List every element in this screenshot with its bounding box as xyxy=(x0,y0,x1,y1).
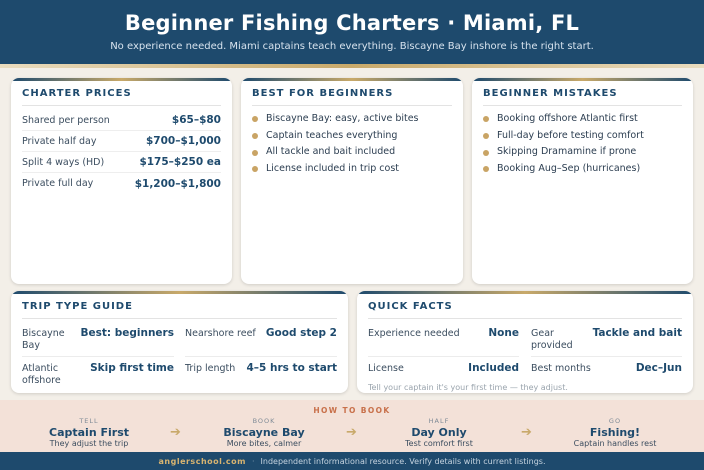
price-row xyxy=(22,152,221,173)
trip-cell xyxy=(185,323,337,357)
book-step xyxy=(369,417,509,448)
fact-key: Gear provided xyxy=(531,328,573,351)
step-heading: Day Only xyxy=(411,426,467,439)
trip-value: 4–5 hrs to start xyxy=(246,362,337,374)
step-tag: BOOK xyxy=(252,417,276,425)
charter-prices-title: CHARTER PRICES xyxy=(22,88,221,106)
fact-cell xyxy=(368,323,519,357)
list-item-text: Captain teaches everything xyxy=(266,129,398,141)
book-step xyxy=(545,417,685,448)
step-caption: More bites, calmer xyxy=(226,439,302,448)
fact-key: Best months xyxy=(531,363,591,374)
best-for-beginners-card xyxy=(241,78,463,284)
list-item xyxy=(252,111,455,128)
list-item xyxy=(483,161,685,178)
quick-facts-title: QUICK FACTS xyxy=(368,301,682,319)
trip-key: Biscayne Bay xyxy=(22,328,65,351)
beginner-mistakes-title: BEGINNER MISTAKES xyxy=(483,88,682,106)
price-value: $175–$250 ea xyxy=(139,156,221,168)
list-item xyxy=(483,144,685,161)
bullet-dot-icon xyxy=(483,116,489,122)
step-heading: Captain First xyxy=(49,426,129,439)
footer-disclaimer: Independent informational resource. Verify details with current listings. xyxy=(260,456,546,466)
header-divider xyxy=(0,64,704,68)
fact-value: Included xyxy=(468,362,519,374)
step-caption: They adjust the trip xyxy=(49,439,129,448)
step-tag: HALF xyxy=(428,417,450,425)
trip-cell xyxy=(22,358,174,392)
bullet-dot-icon xyxy=(252,150,258,156)
list-item-text: Booking offshore Atlantic first xyxy=(497,113,638,124)
bullet-dot-icon xyxy=(252,116,258,122)
arrow-right-icon: ➔ xyxy=(346,425,357,440)
fact-cell xyxy=(531,323,682,357)
trip-value: Skip first time xyxy=(90,362,174,374)
book-step xyxy=(194,417,334,448)
facts-note: Tell your captain it's your first time — they adjust. xyxy=(368,383,568,392)
fact-key: License xyxy=(368,363,404,374)
price-label: Shared per person xyxy=(22,114,110,126)
list-item-text: All tackle and bait included xyxy=(266,146,396,158)
step-caption: Test comfort first xyxy=(405,439,473,448)
trip-type-guide-title: TRIP TYPE GUIDE xyxy=(22,301,337,319)
quick-facts-card xyxy=(357,291,693,393)
price-row xyxy=(22,110,221,131)
trip-cell xyxy=(22,323,174,357)
beginner-mistakes-card xyxy=(472,78,693,284)
list-item-text: Booking Aug–Sep (hurricanes) xyxy=(497,163,641,175)
step-tag: GO xyxy=(608,417,622,425)
price-row xyxy=(22,173,221,194)
bullet-dot-icon xyxy=(252,166,258,172)
step-tag: TELL xyxy=(79,417,99,425)
trip-key: Atlantic offshore xyxy=(22,363,61,386)
list-item xyxy=(483,128,685,145)
best-for-beginners-title: BEST FOR BEGINNERS xyxy=(252,88,452,106)
list-item-text: License included in trip cost xyxy=(266,163,400,175)
best-list xyxy=(252,111,455,178)
price-label: Private full day xyxy=(22,178,94,189)
arrow-right-icon: ➔ xyxy=(521,425,532,440)
trip-key: Nearshore reef xyxy=(185,328,256,339)
list-item xyxy=(252,128,455,145)
list-item xyxy=(252,161,455,178)
arrow-right-icon: ➔ xyxy=(170,425,181,440)
price-label: Split 4 ways (HD) xyxy=(22,156,105,168)
bullet-dot-icon xyxy=(483,133,489,139)
page-footer xyxy=(0,452,704,470)
list-item-text: Full-day before testing comfort xyxy=(497,129,644,141)
how-to-book-section xyxy=(0,400,704,452)
step-heading: Fishing! xyxy=(589,426,641,439)
bullet-dot-icon xyxy=(483,150,489,156)
price-value: $700–$1,000 xyxy=(146,135,221,147)
fact-value: None xyxy=(488,327,519,339)
book-step xyxy=(19,417,159,448)
list-item xyxy=(483,111,685,128)
step-caption: Captain handles rest xyxy=(573,439,657,448)
trip-value: Best: beginners xyxy=(80,327,174,339)
list-item-text: Skipping Dramamine if prone xyxy=(497,146,637,158)
step-heading: Biscayne Bay xyxy=(223,426,305,439)
price-label: Private half day xyxy=(22,135,97,147)
charter-prices-card xyxy=(11,78,232,284)
fact-value: Dec–Jun xyxy=(635,362,682,374)
footer-separator: · xyxy=(251,456,255,466)
price-value: $1,200–$1,800 xyxy=(134,177,221,190)
bullet-dot-icon xyxy=(252,133,258,139)
bullet-dot-icon xyxy=(483,166,489,172)
trip-cell xyxy=(185,358,337,392)
fact-key: Experience needed xyxy=(368,328,460,339)
page-header xyxy=(0,0,704,64)
how-to-book-title: HOW TO BOOK xyxy=(313,406,391,415)
list-item xyxy=(252,144,455,161)
trip-type-guide-card xyxy=(11,291,348,393)
mistakes-list xyxy=(483,111,685,178)
trip-key: Trip length xyxy=(185,363,236,374)
page-title: Beginner Fishing Charters · Miami, FL xyxy=(124,11,580,35)
site-link[interactable]: anglerschool.com xyxy=(158,456,246,466)
price-row xyxy=(22,131,221,152)
fact-value: Tackle and bait xyxy=(592,327,682,339)
price-value: $65–$80 xyxy=(171,114,221,126)
page-subtitle: No experience needed. Miami captains teach everything. Biscayne Bay inshore is the right start. xyxy=(110,41,594,52)
trip-value: Good step 2 xyxy=(265,327,337,339)
list-item-text: Biscayne Bay: easy, active bites xyxy=(266,113,419,124)
